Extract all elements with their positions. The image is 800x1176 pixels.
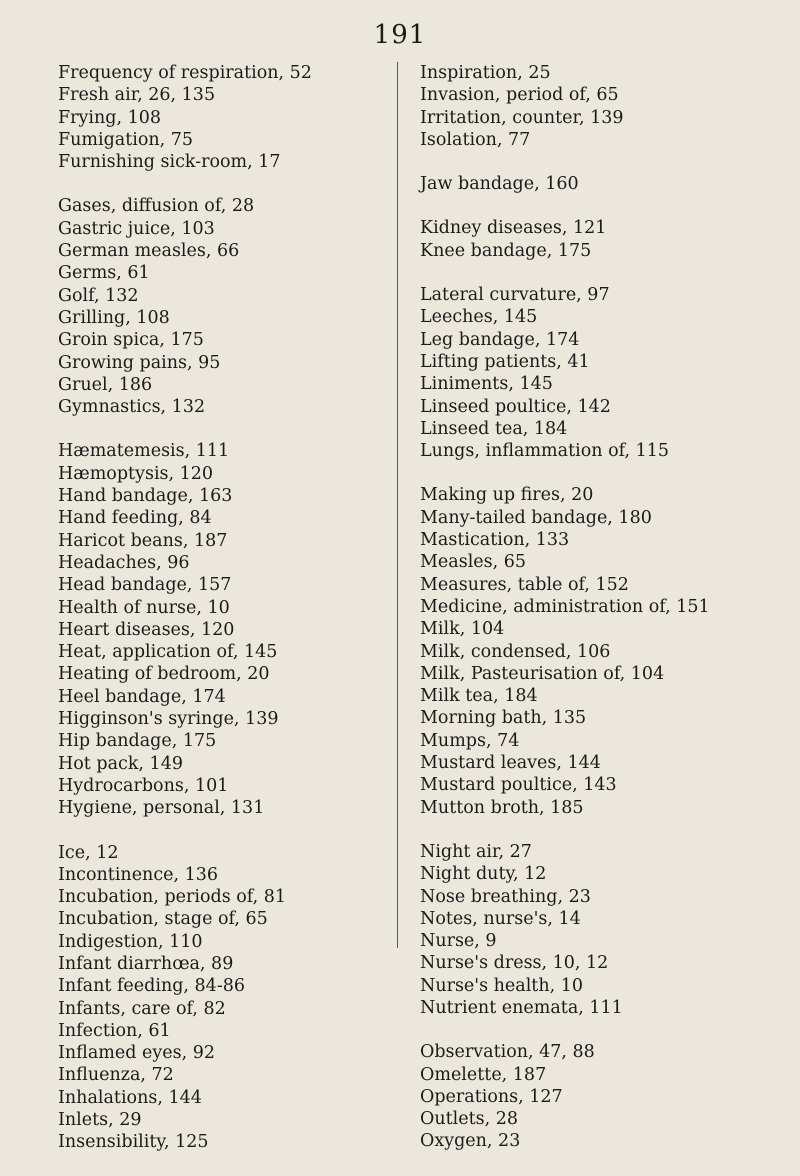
index-letter-group	[420, 173, 750, 195]
index-entry: Gastric juice, 103	[58, 218, 215, 239]
index-entry: Milk, 104	[420, 619, 505, 640]
index-entry: Mustard poultice, 143	[420, 775, 617, 796]
index-entry: Groin spica, 175	[58, 330, 204, 351]
index-entry: Hæmoptysis, 120	[58, 463, 214, 484]
index-entry: Germs, 61	[58, 263, 150, 284]
column-divider	[397, 62, 398, 948]
index-entry: Notes, nurse's, 14	[420, 908, 581, 929]
page-number: 191	[373, 20, 427, 50]
index-entry: Headaches, 96	[58, 552, 190, 573]
index-entry: Indigestion, 110	[58, 931, 203, 952]
index-entry: Nurse, 9	[420, 931, 497, 952]
index-entry: Infant diarrhœa, 89	[58, 953, 234, 974]
index-entry: Influenza, 72	[58, 1065, 174, 1086]
index-entry: Infants, care of, 82	[58, 998, 226, 1019]
index-entry: Invasion, period of, 65	[420, 85, 619, 106]
index-letter-group	[58, 62, 393, 173]
index-entry: Nurse's dress, 10, 12	[420, 953, 609, 974]
index-entry: Mastication, 133	[420, 530, 570, 551]
index-entry: Nutrient enemata, 111	[420, 997, 623, 1018]
index-entry: Lateral curvature, 97	[420, 285, 610, 306]
index-entry: Haricot beans, 187	[58, 530, 228, 551]
index-entry: Operations, 127	[420, 1086, 563, 1107]
index-letter-group	[420, 217, 750, 262]
index-entry: Nurse's health, 10	[420, 975, 583, 996]
index-entry: Morning bath, 135	[420, 708, 587, 729]
index-entry: Mustard leaves, 144	[420, 753, 601, 774]
index-entry: Knee bandage, 175	[420, 240, 592, 261]
index-entry: Insensibility, 125	[58, 1132, 209, 1153]
index-entry: Making up fires, 20	[420, 485, 594, 506]
index-entry: Mutton broth, 185	[420, 797, 584, 818]
index-entry: Frying, 108	[58, 107, 161, 128]
index-entry: Night air, 27	[420, 841, 532, 862]
index-entry: Hip bandage, 175	[58, 731, 217, 752]
index-entry: Hot pack, 149	[58, 753, 183, 774]
index-entry: Infant feeding, 84-86	[58, 976, 245, 997]
index-letter-group	[420, 62, 750, 151]
index-entry: Omelette, 187	[420, 1064, 547, 1085]
index-entry: Linseed tea, 184	[420, 418, 568, 439]
index-entry: Gymnastics, 132	[58, 397, 206, 418]
index-entry: Many-tailed bandage, 180	[420, 507, 652, 528]
index-entry: Heart diseases, 120	[58, 619, 235, 640]
index-entry: Inflamed eyes, 92	[58, 1043, 215, 1064]
index-entry: Milk, condensed, 106	[420, 641, 611, 662]
index-entry: Fresh air, 26, 135	[58, 85, 216, 106]
index-entry: Grilling, 108	[58, 307, 170, 328]
index-entry: Hæmatemesis, 111	[58, 441, 230, 462]
index-entry: Lungs, inflammation of, 115	[420, 441, 669, 462]
index-entry: Oxygen, 23	[420, 1131, 521, 1152]
index-entry: Milk, Pasteurisation of, 104	[420, 663, 665, 684]
index-column-left	[58, 62, 393, 1176]
index-entry: Heat, application of, 145	[58, 642, 278, 663]
index-entry: Higginson's syringe, 139	[58, 709, 279, 730]
index-entry: Frequency of respiration, 52	[58, 63, 312, 83]
index-entry: Fumigation, 75	[58, 129, 194, 150]
index-entry: Incubation, stage of, 65	[58, 909, 268, 930]
index-letter-group	[420, 284, 750, 462]
index-entry: Milk tea, 184	[420, 686, 538, 707]
index-entry: Gases, diffusion of, 28	[58, 196, 255, 217]
index-entry: Irritation, counter, 139	[420, 107, 624, 128]
index-letter-group	[420, 841, 750, 1019]
index-entry: Inhalations, 144	[58, 1087, 202, 1108]
index-entry: Measures, table of, 152	[420, 574, 629, 595]
index-letter-group	[58, 440, 393, 819]
index-entry: Hand bandage, 163	[58, 486, 233, 507]
index-entry: Hand feeding, 84	[58, 508, 212, 529]
index-entry: Lifting patients, 41	[420, 351, 590, 372]
index-entry: German measles, 66	[58, 241, 240, 262]
index-letter-group	[420, 484, 750, 818]
index-entry: Outlets, 28	[420, 1109, 519, 1130]
index-entry: Furnishing sick-room, 17	[58, 152, 281, 173]
index-column-right	[420, 62, 750, 1175]
index-letter-group	[58, 195, 393, 418]
index-entry: Inlets, 29	[58, 1110, 142, 1131]
index-entry: Nose breathing, 23	[420, 886, 591, 907]
index-entry: Growing pains, 95	[58, 352, 221, 373]
index-entry: Liniments, 145	[420, 374, 553, 395]
index-entry: Incubation, periods of, 81	[58, 887, 287, 908]
index-entry: Jaw bandage, 160	[420, 174, 579, 195]
index-entry: Isolation, 77	[420, 129, 531, 150]
index-entry: Inspiration, 25	[420, 63, 551, 83]
index-entry: Medicine, administration of, 151	[420, 596, 710, 617]
index-entry: Leg bandage, 174	[420, 329, 580, 350]
index-entry: Mumps, 74	[420, 730, 520, 751]
index-entry: Kidney diseases, 121	[420, 218, 607, 239]
index-letter-group	[58, 842, 393, 1154]
index-entry: Night duty, 12	[420, 864, 547, 885]
index-entry: Heel bandage, 174	[58, 686, 226, 707]
index-entry: Golf, 132	[58, 285, 139, 306]
index-entry: Measles, 65	[420, 552, 527, 573]
index-entry: Incontinence, 136	[58, 864, 219, 885]
index-entry: Gruel, 186	[58, 374, 153, 395]
index-entry: Ice, 12	[58, 842, 119, 863]
index-entry: Hydrocarbons, 101	[58, 775, 229, 796]
index-entry: Linseed poultice, 142	[420, 396, 611, 417]
index-entry: Heating of bedroom, 20	[58, 664, 270, 685]
index-entry: Leeches, 145	[420, 307, 538, 328]
index-entry: Hygiene, personal, 131	[58, 798, 265, 819]
index-entry: Head bandage, 157	[58, 575, 232, 596]
index-entry: Health of nurse, 10	[58, 597, 230, 618]
index-entry: Infection, 61	[58, 1020, 171, 1041]
index-entry: Observation, 47, 88	[420, 1042, 595, 1063]
index-letter-group	[420, 1041, 750, 1152]
